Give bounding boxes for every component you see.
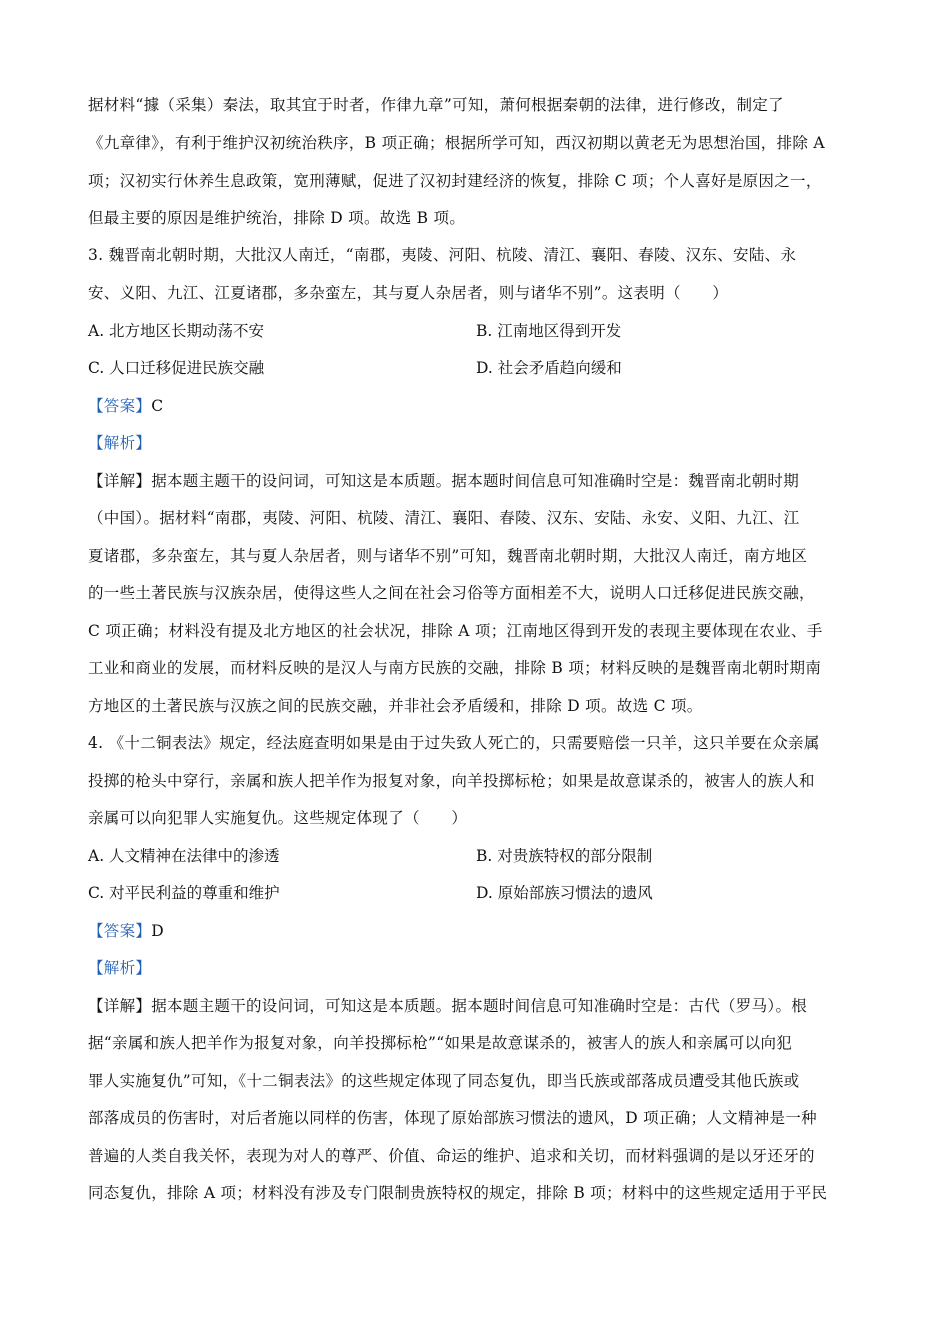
q3-option-b: B. 江南地区得到开发: [476, 322, 622, 340]
q4-detail-line-5: 普遍的人类自我关怀，表现为对人的尊严、价值、命运的维护、追求和关切，而材料强调的是以牙还牙的: [88, 1147, 815, 1165]
intro-line-2: 《九章律》，有利于维护汉初统治秩序，B 项正确；根据所学可知，西汉初期以黄老无为思想治国，排除 A: [88, 134, 825, 152]
q3-answer-row: [88, 395, 163, 417]
q4-stem-line-3: 亲属可以向犯罪人实施复仇。这些规定体现了（ ）: [88, 809, 468, 827]
q4-option-a: A. 人文精神在法律中的渗透: [88, 847, 280, 865]
q4-stem-line-2: 投掷的枪头中穿行，亲属和族人把羊作为报复对象，向羊投掷标枪；如果是故意谋杀的，被害人的族人和: [88, 772, 815, 790]
q3-detail-line-1: [88, 470, 799, 492]
q4-detail-tag: 【详解】: [88, 997, 152, 1015]
q3-answer-value: C: [151, 397, 164, 415]
q4-detail-line-6: 同态复仇，排除 A 项；材料没有涉及专门限制贵族特权的规定，排除 B 项；材料中的这些规定适用于平民: [88, 1184, 828, 1202]
q4-option-c: C. 对平民利益的尊重和维护: [88, 884, 280, 902]
q4-detail-line-4: 部落成员的伤害时，对后者施以同样的伤害，体现了原始部族习惯法的遗风，D 项正确；人文精神是一种: [88, 1109, 817, 1127]
q3-analysis-tag: 【解析】: [88, 434, 152, 452]
q3-detail-line-5: C 项正确；材料没有提及北方地区的社会状况，排除 A 项；江南地区得到开发的表现主要体现在农业、手: [88, 622, 823, 640]
q4-stem-line-1: 4. 《十二铜表法》规定，经法庭查明如果是由于过失致人死亡的，只需要赔偿一只羊，这只羊要在众亲属: [88, 734, 820, 752]
q3-answer-tag: 【答案】: [88, 397, 152, 415]
q3-stem-line-1: 3. 魏晋南北朝时期，大批汉人南迁，“南郡，夷陵、河阳、杭陵、清江、襄阳、春陵、汉东、安陆、永: [88, 246, 797, 264]
q3-option-d: D. 社会矛盾趋向缓和: [476, 359, 622, 377]
q3-detail-line-2: （中国）。据材料“南郡，夷陵、河阳、杭陵、清江、襄阳、春陵、汉东、安陆、永安、义阳、九江、江: [88, 509, 800, 527]
q3-option-c: C. 人口迁移促进民族交融: [88, 359, 265, 377]
q4-detail-line-1: [88, 995, 807, 1017]
q4-option-d: D. 原始部族习惯法的遗风: [476, 884, 653, 902]
q3-detail-line-3: 夏诸郡，多杂蛮左，其与夏人杂居者，则与诸华不别”可知，魏晋南北朝时期，大批汉人南迁，南方地区: [88, 547, 808, 565]
q4-detail-text-1: 据本题主题干的设问词，可知这是本质题。据本题时间信息可知准确时空是：古代（罗马）。根: [151, 997, 808, 1015]
intro-line-1: 据材料“據（采集）秦法，取其宜于时者，作律九章”可知，萧何根据秦朝的法律，进行修改，制定了: [88, 96, 784, 114]
q3-detail-line-6: 工业和商业的发展，而材料反映的是汉人与南方民族的交融，排除 B 项；材料反映的是魏晋南北朝时期南: [88, 659, 822, 677]
intro-line-4: 但最主要的原因是维护统治，排除 D 项。故选 B 项。: [88, 209, 466, 227]
q4-detail-line-2: 据“亲属和族人把羊作为报复对象，向羊投掷标枪”“如果是故意谋杀的，被害人的族人和亲属可以向犯: [88, 1034, 793, 1052]
q3-detail-text-1: 据本题主题干的设问词，可知这是本质题。据本题时间信息可知准确时空是：魏晋南北朝时期: [151, 472, 800, 490]
q3-option-a: A. 北方地区长期动荡不安: [88, 322, 265, 340]
q4-analysis-tag: 【解析】: [88, 959, 152, 977]
intro-line-3: 项；汉初实行休养生息政策，宽刑薄赋，促进了汉初封建经济的恢复，排除 C 项；个人喜好是原因之一，: [88, 172, 822, 190]
q3-detail-tag: 【详解】: [88, 472, 152, 490]
q4-answer-value: D: [151, 922, 164, 940]
q4-answer-tag: 【答案】: [88, 922, 152, 940]
q4-answer-row: [88, 920, 164, 942]
q4-option-b: B. 对贵族特权的部分限制: [476, 847, 653, 865]
q3-stem-line-2: 安、义阳、九江、江夏诸郡，多杂蛮左，其与夏人杂居者，则与诸华不别”。这表明（ ）: [88, 284, 729, 302]
q3-detail-line-7: 方地区的土著民族与汉族之间的民族交融，并非社会矛盾缓和，排除 D 项。故选 C 项。: [88, 697, 703, 715]
q3-detail-line-4: 的一些土著民族与汉族杂居，使得这些人之间在社会习俗等方面相差不大，说明人口迁移促进民族交融，: [88, 584, 815, 602]
q4-detail-line-3: 罪人实施复仇”可知，《十二铜表法》的这些规定体现了同态复仇，即当氏族或部落成员遭受其他氏族或: [88, 1072, 800, 1090]
